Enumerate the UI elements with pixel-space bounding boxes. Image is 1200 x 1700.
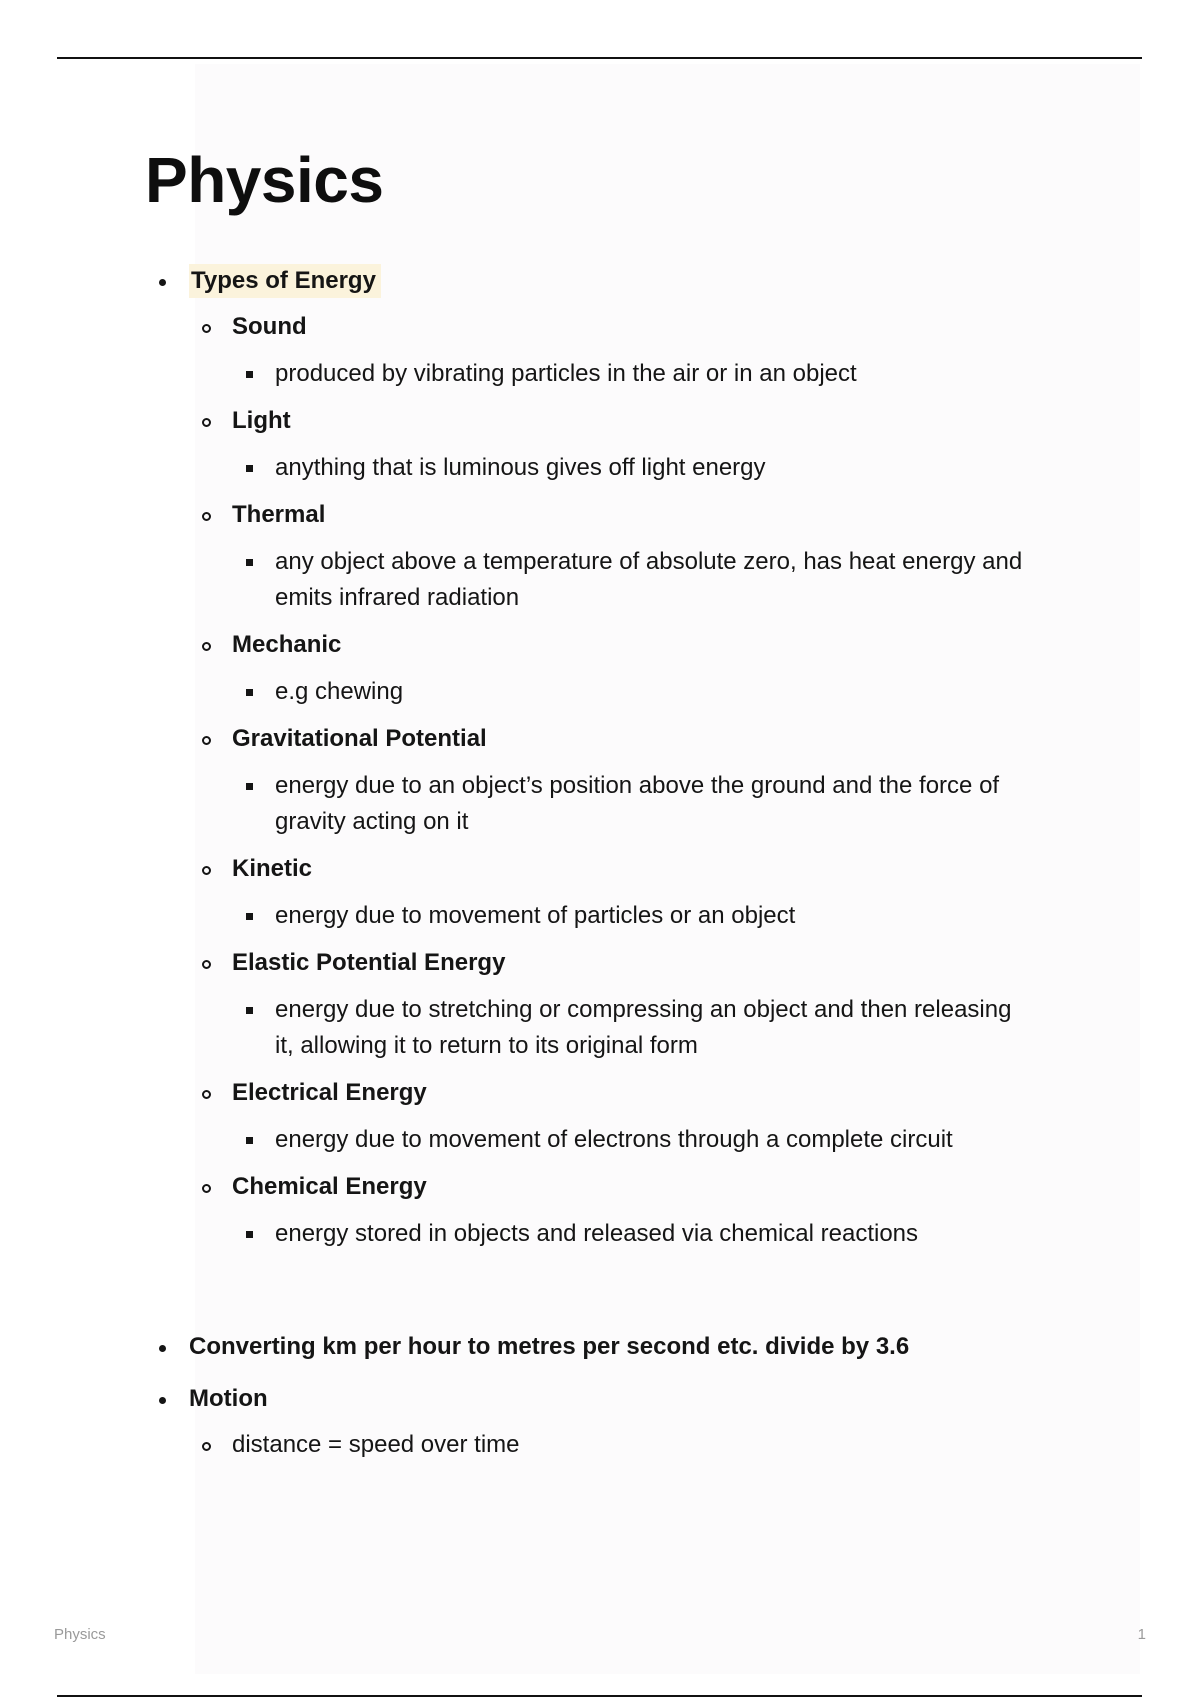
footer-doc-name: Physics bbox=[54, 1626, 106, 1643]
item-label: distance = speed over time bbox=[232, 1431, 520, 1458]
circle-bullet-icon bbox=[202, 324, 211, 333]
disc-bullet-icon bbox=[159, 1345, 166, 1352]
note-text: energy stored in objects and released via chemical reactions bbox=[275, 1220, 919, 1247]
list-item bbox=[189, 1428, 1045, 1462]
note-list bbox=[232, 544, 1045, 616]
circle-bullet-icon bbox=[202, 1184, 211, 1193]
circle-bullet-icon bbox=[202, 960, 211, 969]
square-bullet-icon bbox=[246, 1137, 253, 1144]
note-item bbox=[232, 1216, 1045, 1252]
square-bullet-icon bbox=[246, 783, 253, 790]
item-label: Elastic Potential Energy bbox=[232, 949, 506, 976]
section-spacer bbox=[189, 1264, 1045, 1312]
square-bullet-icon bbox=[246, 559, 253, 566]
list-item bbox=[189, 852, 1045, 934]
note-text: any object above a temperature of absolute zero, has heat energy and emits infrared radiation bbox=[275, 548, 1023, 611]
item-label: Light bbox=[232, 407, 291, 434]
circle-bullet-icon bbox=[202, 642, 211, 651]
item-label: Sound bbox=[232, 313, 307, 340]
circle-bullet-icon bbox=[202, 512, 211, 521]
square-bullet-icon bbox=[246, 371, 253, 378]
item-label: Gravitational Potential bbox=[232, 725, 487, 752]
footer-page-number: 1 bbox=[1137, 1626, 1146, 1643]
square-bullet-icon bbox=[246, 465, 253, 472]
note-list bbox=[232, 992, 1045, 1064]
section-heading: Motion bbox=[189, 1385, 268, 1412]
note-list bbox=[232, 768, 1045, 840]
square-bullet-icon bbox=[246, 689, 253, 696]
disc-bullet-icon bbox=[159, 279, 166, 286]
section-types-of-energy bbox=[145, 264, 1045, 1312]
note-item bbox=[232, 674, 1045, 710]
item-label: Kinetic bbox=[232, 855, 313, 882]
list-item bbox=[189, 1076, 1045, 1158]
note-list bbox=[232, 1216, 1045, 1252]
item-label: Electrical Energy bbox=[232, 1079, 427, 1106]
note-list bbox=[232, 450, 1045, 486]
note-item bbox=[232, 544, 1045, 616]
note-text: anything that is luminous gives off light energy bbox=[275, 454, 766, 481]
note-list bbox=[232, 356, 1045, 392]
circle-bullet-icon bbox=[202, 866, 211, 875]
note-text: energy due to movement of electrons through a complete circuit bbox=[275, 1126, 953, 1153]
note-text: energy due to stretching or compressing an object and then releasing it, allowing it to return to its original form bbox=[275, 996, 1012, 1059]
list-item bbox=[189, 498, 1045, 616]
note-item bbox=[232, 992, 1045, 1064]
note-list bbox=[232, 1122, 1045, 1158]
note-item bbox=[232, 450, 1045, 486]
list-item bbox=[189, 722, 1045, 840]
section-heading: Types of Energy bbox=[189, 264, 381, 298]
note-item bbox=[232, 1122, 1045, 1158]
square-bullet-icon bbox=[246, 913, 253, 920]
note-text: produced by vibrating particles in the air or in an object bbox=[275, 360, 857, 387]
bottom-rule bbox=[57, 1695, 1142, 1697]
note-list bbox=[232, 898, 1045, 934]
circle-bullet-icon bbox=[202, 1442, 211, 1451]
square-bullet-icon bbox=[246, 1231, 253, 1238]
circle-bullet-icon bbox=[202, 736, 211, 745]
note-text: energy due to an object’s position above the ground and the force of gravity acting on it bbox=[275, 772, 1000, 835]
list-item bbox=[189, 404, 1045, 486]
note-list bbox=[232, 674, 1045, 710]
note-text: energy due to movement of particles or an object bbox=[275, 902, 796, 929]
list-item bbox=[189, 946, 1045, 1064]
note-item bbox=[232, 898, 1045, 934]
list-item bbox=[189, 310, 1045, 392]
section-motion bbox=[145, 1382, 1045, 1462]
disc-bullet-icon bbox=[159, 1397, 166, 1404]
note-item bbox=[232, 356, 1045, 392]
item-label: Thermal bbox=[232, 501, 326, 528]
circle-bullet-icon bbox=[202, 418, 211, 427]
square-bullet-icon bbox=[246, 1007, 253, 1014]
energy-types-list bbox=[189, 310, 1045, 1252]
page-title: Physics bbox=[145, 144, 384, 216]
section-heading: Converting km per hour to metres per second etc. divide by 3.6 bbox=[189, 1333, 910, 1360]
document-body bbox=[145, 140, 1045, 1480]
section-conversion-tip bbox=[145, 1330, 1045, 1364]
top-rule bbox=[57, 57, 1142, 59]
list-item bbox=[189, 628, 1045, 710]
item-label: Chemical Energy bbox=[232, 1173, 427, 1200]
motion-list bbox=[189, 1428, 1045, 1462]
list-item bbox=[189, 1170, 1045, 1252]
outline-list bbox=[145, 264, 1045, 1462]
circle-bullet-icon bbox=[202, 1090, 211, 1099]
item-label: Mechanic bbox=[232, 631, 342, 658]
note-text: e.g chewing bbox=[275, 678, 404, 705]
note-item bbox=[232, 768, 1045, 840]
